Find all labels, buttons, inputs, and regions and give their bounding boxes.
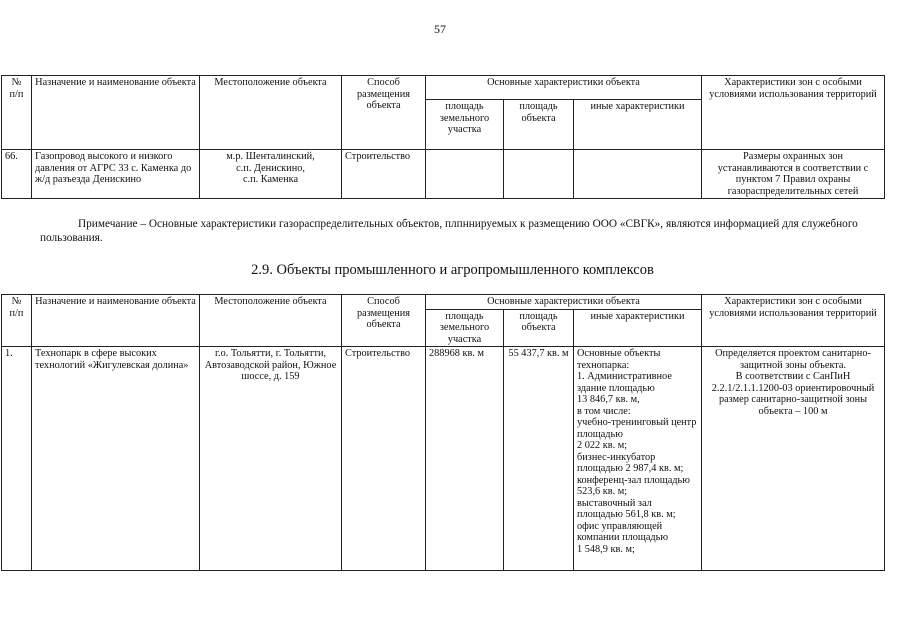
header-main-chars: Основные характеристики объекта [426, 76, 702, 100]
cell-name: Технопарк в сфере высоких технологий «Жигулевская долина» [32, 347, 200, 571]
header-name: Назначение и наименование объекта [32, 295, 200, 347]
cell-method: Строительство [342, 150, 426, 199]
header-zones: Характеристики зон с особыми условиями использования территорий [702, 295, 885, 347]
cell-other [574, 150, 702, 199]
cell-location: г.о. Тольятти, г. Тольятти, Автозаводской район, Южное шоссе, д. 159 [200, 347, 342, 571]
header-name: Назначение и наименование объекта [32, 76, 200, 150]
note-paragraph: Примечание – Основные характеристики газораспределительных объектов, плпннируемых к размещению ООО «СВГК», являются информацией для служебного пользования. [40, 218, 858, 244]
page-number: 57 [434, 22, 446, 36]
cell-method: Строительство [342, 347, 426, 571]
section-title: 2.9. Объекты промышленного и агропромышленного комплексов [251, 262, 654, 278]
gas-objects-table [1, 75, 885, 199]
cell-obj-area: 55 437,7 кв. м [504, 347, 574, 571]
header-num: № п/п [2, 76, 32, 150]
header-main-chars: Основные характеристики объекта [426, 295, 702, 310]
header-location: Местоположение объекта [200, 295, 342, 347]
cell-land-area [426, 150, 504, 199]
cell-other: Основные объекты технопарка: 1. Административное здание площадью 13 846,7 кв. м, в том числе: учебно-тренинговый центр площадью 2 022 кв. м; бизнес-инкубатор площадью 2 987,4 кв. м; конференц-зал площадью 523,6 кв. м; выставочный зал площадью 561,8 кв. м; офис управляющей компании площадью 1 548,9 кв. м; [574, 347, 702, 571]
header-land-area: площадь земельного участка [426, 100, 504, 150]
cell-num: 66. [2, 150, 32, 199]
industrial-objects-table [1, 294, 885, 571]
header-method: Способ размещения объекта [342, 295, 426, 347]
header-other: иные характеристики [574, 309, 702, 347]
header-obj-area: площадь объекта [504, 309, 574, 347]
header-obj-area: площадь объекта [504, 100, 574, 150]
cell-location: м.р. Шенталинский, с.п. Денискино, с.п. Каменка [200, 150, 342, 199]
header-zones: Характеристики зон с особыми условиями использования территорий [702, 76, 885, 150]
table-row [2, 150, 885, 199]
header-other: иные характеристики [574, 100, 702, 150]
header-num: № п/п [2, 295, 32, 347]
header-land-area: площадь земельного участка [426, 309, 504, 347]
cell-land-area: 288968 кв. м [426, 347, 504, 571]
cell-zones: Определяется проектом санитарно-защитной зоны объекта. В соответствии с СанПиН 2.2.1/2.1.1.1200-03 ориентировочный размер санитарно-защитной зоны объекта – 100 м [702, 347, 885, 571]
cell-zones: Размеры охранных зон устанавливаются в соответствии с пунктом 7 Правил охраны газораспределительных сетей [702, 150, 885, 199]
table-row [2, 347, 885, 571]
cell-num: 1. [2, 347, 32, 571]
cell-name: Газопровод высокого и низкого давления от АГРС 33 с. Каменка до ж/д разъезда Денискино [32, 150, 200, 199]
cell-obj-area [504, 150, 574, 199]
header-method: Способ размещения объекта [342, 76, 426, 150]
header-location: Местоположение объекта [200, 76, 342, 150]
